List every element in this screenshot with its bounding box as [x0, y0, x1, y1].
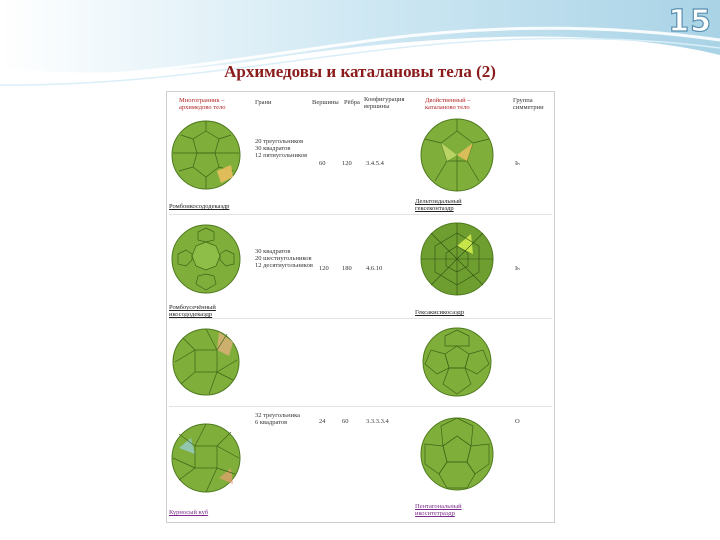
header-edges: Рёбра — [344, 99, 360, 106]
row3-vertex-config: 3.3.3.3.4 — [366, 418, 389, 425]
row1-faces: 20 треугольников 30 квадратов 12 пятиугольников — [255, 138, 308, 160]
rhombicosidodecahedron-image — [169, 109, 243, 201]
row2-faces: 30 квадратов 20 шестиугольников 12 десятиугольников — [255, 248, 313, 270]
header-catalan: Двойственный – каталаново тело — [425, 97, 471, 111]
pentagonal-icositetrahedron-image — [417, 404, 497, 502]
header-archimedean: Многогранник – архимедово тело — [179, 97, 226, 111]
row1-vertices: 60 — [319, 160, 326, 167]
header-faces: Грани — [255, 99, 272, 106]
slide-title: Архимедовы и каталановы тела (2) — [224, 62, 496, 81]
row1-catalan-name[interactable]: Дельтоидальный гексеконтаэдр — [415, 198, 462, 212]
header-symmetry: Группа симметрии — [513, 97, 544, 111]
row2-symmetry: Iₕ — [515, 265, 520, 272]
row3-catalan-name[interactable]: Пентагональный икоситетраэдр — [415, 503, 462, 517]
row1-edges: 120 — [342, 160, 352, 167]
row2-vertices: 120 — [319, 265, 329, 272]
row3-symmetry: O — [515, 418, 520, 425]
snub-cube-image — [169, 320, 243, 404]
disdyakis-triacontahedron-image — [417, 216, 497, 302]
row1-archimedean-name[interactable]: Ромбоикосододекаэдр — [169, 203, 230, 210]
row-divider — [169, 214, 552, 215]
row3-faces: 32 треугольника 6 квадратов — [255, 412, 301, 427]
snub-cube-image-alt — [169, 408, 243, 508]
row1-vertex-config: 3.4.5.4 — [366, 160, 384, 167]
row2-catalan-name[interactable]: Гексакисикосаэдр — [415, 309, 465, 316]
slide-number: 15 — [668, 4, 712, 39]
row2-edges: 180 — [342, 265, 352, 272]
row3-archimedean-name[interactable]: Курносый куб — [169, 509, 209, 516]
row-divider — [169, 318, 552, 319]
truncated-icosidodecahedron-image — [169, 216, 243, 302]
row3-edges: 60 — [342, 418, 349, 425]
header-vertex-config: Конфигурация вершины — [364, 96, 405, 110]
deltoidal-hexecontahedron-image — [417, 109, 497, 201]
row1-symmetry: Iₕ — [515, 160, 520, 167]
pentagonal-hexecontahedron-image — [417, 320, 497, 404]
header-vertices: Вершины — [312, 99, 339, 106]
row3-vertices: 24 — [319, 418, 326, 425]
polyhedra-table — [166, 91, 555, 523]
row2-archimedean-name[interactable]: Ромбоусечённый икосододекаэдр — [169, 304, 216, 318]
row2-vertex-config: 4.6.10 — [366, 265, 383, 272]
